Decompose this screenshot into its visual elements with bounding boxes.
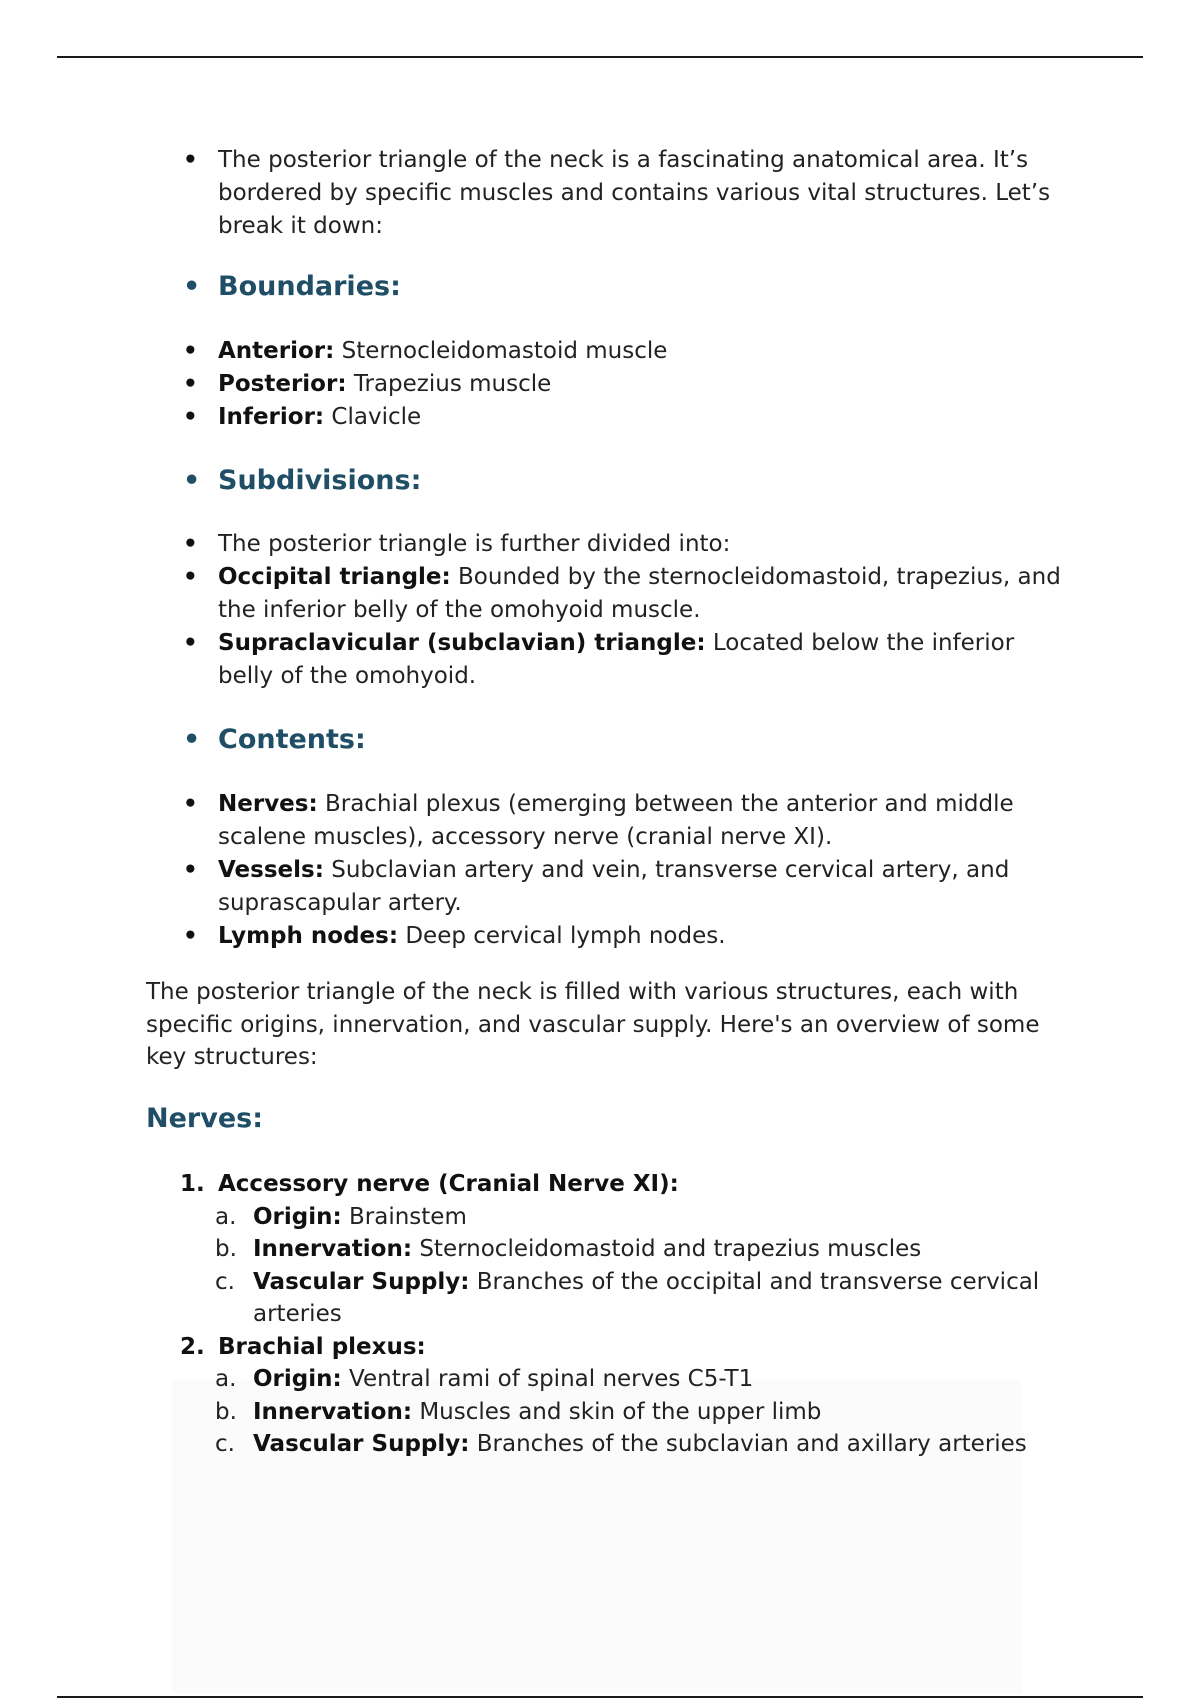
nerve-title: Accessory nerve (Cranial Nerve XI): xyxy=(218,1171,679,1197)
nerve-number: 1. xyxy=(180,1171,205,1197)
nerve-detail xyxy=(180,1396,1050,1429)
detail-label: Origin: xyxy=(253,1366,342,1392)
content-text: Brachial plexus (emerging between the anterior and middle scalene muscles), accessory nerve (cranial nerve XI). xyxy=(218,791,1014,850)
subdivision-item xyxy=(183,561,1063,627)
subdivision-item xyxy=(183,528,1063,561)
boundary-item xyxy=(183,335,1063,368)
nerve-detail xyxy=(180,1233,1050,1266)
boundary-label: Anterior: xyxy=(218,338,335,364)
boundaries-heading-list xyxy=(183,269,401,305)
nerves-list xyxy=(180,1168,1050,1461)
content-label: Lymph nodes: xyxy=(218,923,399,949)
subdivision-item xyxy=(183,627,1063,693)
detail-label: Vascular Supply: xyxy=(253,1268,470,1295)
nerve-detail xyxy=(180,1201,1050,1234)
detail-text: Branches of the occipital and transverse cervical arteries xyxy=(253,1268,1040,1327)
overview-paragraph: The posterior triangle of the neck is filled with various structures, each with specific origins, innervation, and vascular supply. Here's an overview of some key structures: xyxy=(146,979,1040,1070)
subdivision-text: Located below the inferior belly of the omohyoid. xyxy=(218,630,1015,689)
detail-letter: a. xyxy=(215,1203,237,1230)
nerve-number: 2. xyxy=(180,1333,205,1360)
intro-text: The posterior triangle of the neck is a fascinating anatomical area. It’s bordered by specific muscles and contains various vital structures. Let’s break it down: xyxy=(218,147,1051,239)
detail-label: Origin: xyxy=(253,1203,342,1230)
detail-text: Ventral rami of spinal nerves C5-T1 xyxy=(341,1366,754,1392)
detail-letter: c. xyxy=(215,1431,235,1457)
content-item xyxy=(183,920,1063,953)
nerve-title: Brachial plexus: xyxy=(218,1333,426,1360)
content-text: Deep cervical lymph nodes. xyxy=(398,923,726,949)
detail-text: Sternocleidomastoid and trapezius muscles xyxy=(412,1236,922,1262)
detail-text: Muscles and skin of the upper limb xyxy=(412,1398,822,1425)
boundary-label: Posterior: xyxy=(218,371,347,397)
detail-letter: b. xyxy=(215,1398,237,1425)
boundary-item xyxy=(183,368,1063,401)
content-label: Vessels: xyxy=(218,857,324,883)
nerve-item xyxy=(180,1168,1050,1331)
subdivision-lead: The posterior triangle is further divided into: xyxy=(218,531,731,557)
boundary-text: Trapezius muscle xyxy=(346,371,552,397)
content-label: Nerves: xyxy=(218,791,318,817)
boundary-text: Clavicle xyxy=(324,404,422,430)
subdivisions-heading: • Subdivisions: xyxy=(183,463,421,499)
subdivisions-list xyxy=(183,528,1063,693)
boundary-label: Inferior: xyxy=(218,404,325,430)
bottom-rule xyxy=(57,1696,1143,1698)
boundary-text: Sternocleidomastoid muscle xyxy=(334,338,668,364)
content-item xyxy=(183,854,1063,920)
content-item xyxy=(183,788,1063,854)
detail-letter: a. xyxy=(215,1366,237,1392)
subdivision-label: Occipital triangle: xyxy=(218,564,451,590)
detail-letter: b. xyxy=(215,1236,237,1262)
detail-text: Brainstem xyxy=(341,1203,467,1230)
boundaries-heading: • Boundaries: xyxy=(183,269,401,305)
subdivision-label: Supraclavicular (subclavian) triangle: xyxy=(218,630,706,656)
nerve-details xyxy=(180,1201,1050,1331)
intro-item xyxy=(183,144,1063,243)
nerve-detail xyxy=(180,1363,1050,1396)
detail-letter: c. xyxy=(215,1268,235,1295)
detail-label: Innervation: xyxy=(253,1398,413,1425)
detail-label: Vascular Supply: xyxy=(253,1431,470,1457)
detail-text: Branches of the subclavian and axillary arteries xyxy=(469,1431,1027,1457)
detail-label: Innervation: xyxy=(253,1236,413,1262)
contents-heading: • Contents: xyxy=(183,722,366,758)
boundaries-list xyxy=(183,335,1063,434)
boundary-item xyxy=(183,401,1063,434)
subdivision-text: Bounded by the sternocleidomastoid, trapezius, and the inferior belly of the omohyoid muscle. xyxy=(218,564,1061,623)
contents-heading-list xyxy=(183,722,366,758)
nerve-detail xyxy=(180,1428,1050,1461)
top-rule xyxy=(57,56,1143,58)
intro-list xyxy=(183,144,1063,243)
subdivisions-heading-list xyxy=(183,463,421,499)
nerve-details xyxy=(180,1363,1050,1461)
content-text: Subclavian artery and vein, transverse cervical artery, and suprascapular artery. xyxy=(218,857,1010,916)
nerve-item xyxy=(180,1331,1050,1461)
nerve-detail xyxy=(180,1266,1050,1331)
nerves-heading: Nerves: xyxy=(146,1103,264,1134)
contents-list xyxy=(183,788,1063,953)
